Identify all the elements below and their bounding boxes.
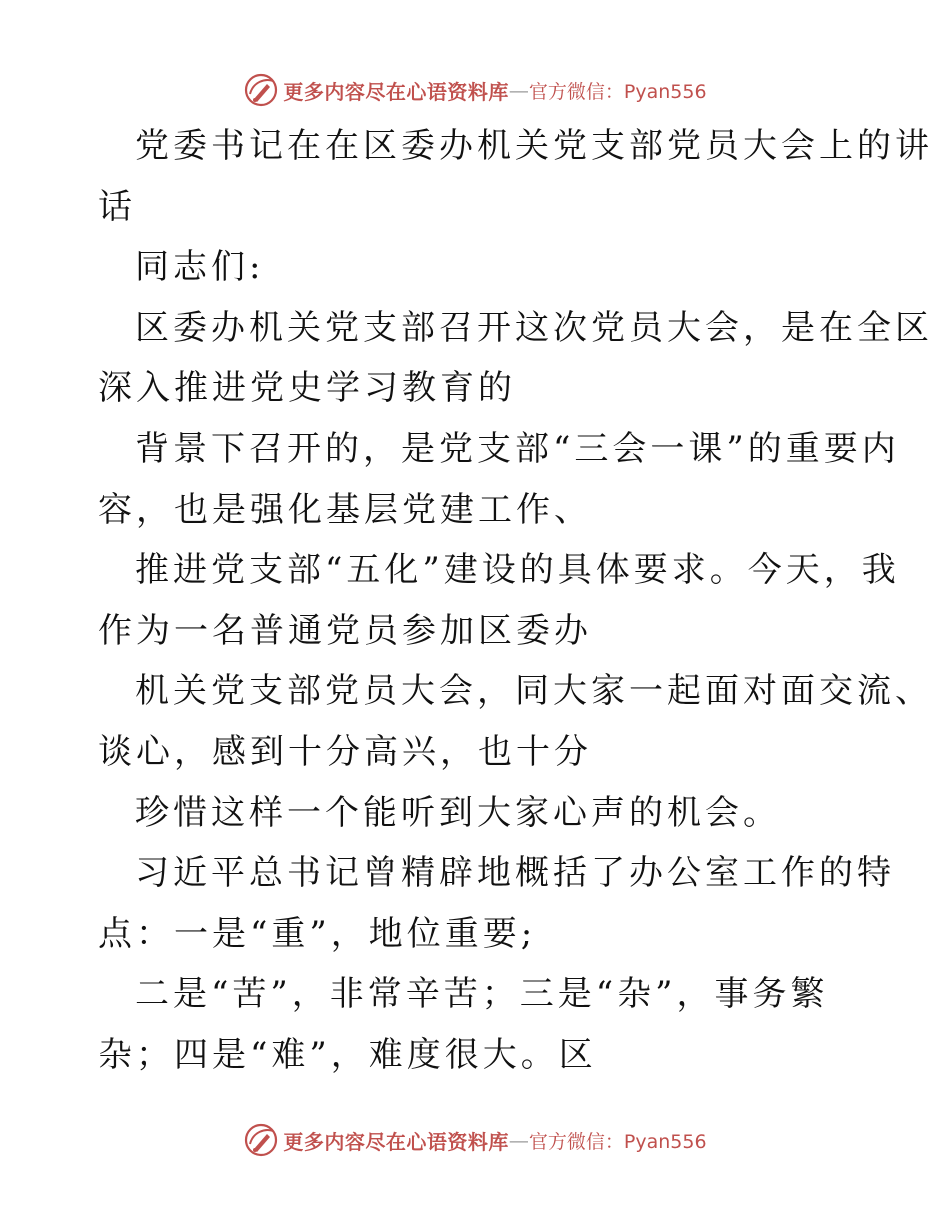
watermark-text: 更多内容尽在心语资料库 (283, 1129, 509, 1154)
footer-watermark (0, 1120, 950, 1160)
text-line: 作为一名普通党员参加区委办 (98, 610, 592, 651)
watermark-text: 更多内容尽在心语资料库 (283, 79, 509, 104)
text-line: 区委办机关党支部召开这次党员大会，是在全区 (135, 307, 933, 348)
watermark-wechat: 官方微信：Pyan556 (528, 1130, 707, 1153)
text-line: 深入推进党史学习教育的 (98, 368, 516, 409)
pen-logo-icon (243, 1122, 279, 1158)
text-line: 习近平总书记曾精辟地概括了办公室工作的特 (135, 853, 895, 894)
header-watermark (0, 70, 950, 110)
text-line: 话 (98, 186, 136, 227)
text-line: 珍惜这样一个能听到大家心声的机会。 (135, 792, 781, 833)
text-line: 谈心，感到十分高兴，也十分 (98, 731, 592, 772)
pen-logo-icon (243, 72, 279, 108)
text-line: 背景下召开的，是党支部“三会一课”的重要内 (135, 428, 900, 469)
watermark-wechat: 官方微信：Pyan556 (528, 80, 707, 103)
watermark-separator: — (508, 78, 529, 102)
text-line: 杂；四是“难”，难度很大。区 (98, 1034, 597, 1075)
text-line: 推进党支部“五化”建设的具体要求。今天，我 (135, 550, 900, 591)
text-line: 同志们: (135, 247, 265, 288)
document-body (98, 116, 933, 1086)
watermark-separator: — (508, 1128, 529, 1152)
text-line: 党委书记在在区委办机关党支部党员大会上的讲 (135, 126, 933, 166)
text-line: 容，也是强化基层党建工作、 (98, 489, 592, 530)
text-line: 二是“苦”，非常辛苦；三是“杂”，事务繁 (135, 974, 829, 1015)
text-line: 机关党支部党员大会，同大家一起面对面交流、 (135, 671, 933, 712)
text-line: 点：一是“重”，地位重要; (98, 913, 537, 954)
